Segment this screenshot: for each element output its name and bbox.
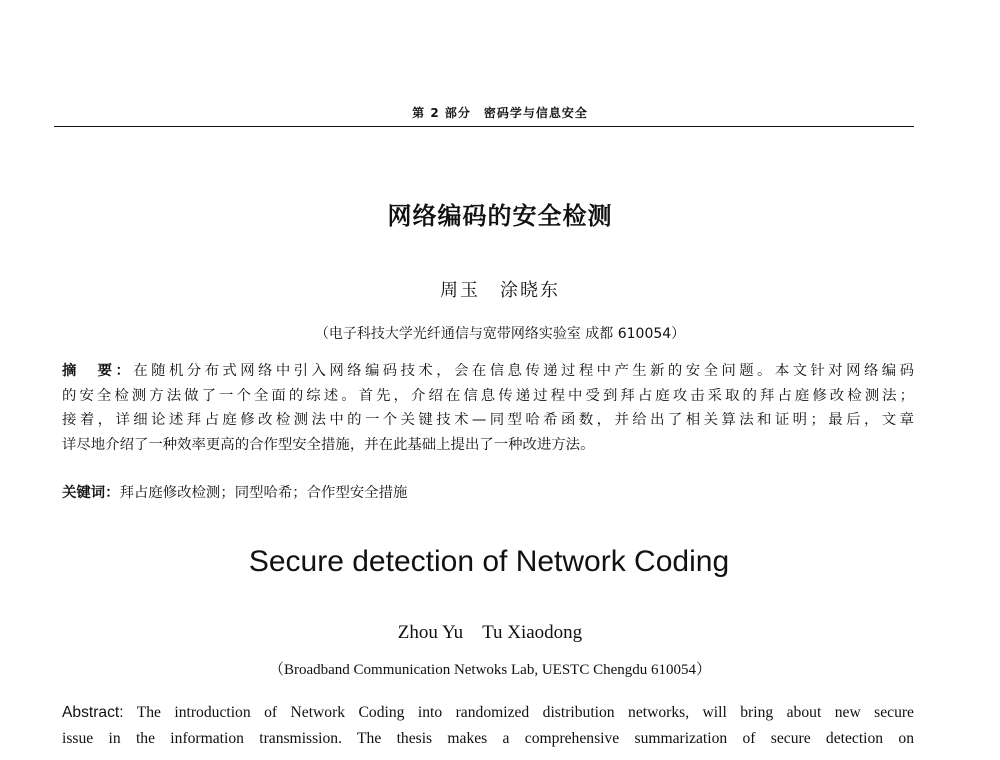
abstract-english <box>62 700 914 752</box>
abstract-chinese <box>62 359 914 457</box>
authors-english: Zhou Yu Tu Xiaodong <box>397 622 583 643</box>
header-rule <box>54 126 914 127</box>
paper-title-english: Secure detection of Network Coding <box>248 545 730 578</box>
abstract-english-line: issue in the information transmission. The thesis makes a comprehensive summarization of secure detection on <box>62 730 914 747</box>
running-head: 第 2 部分 密码学与信息安全 <box>412 106 588 120</box>
abstract-chinese-line <box>62 359 914 384</box>
abstract-english-line <box>62 700 914 726</box>
affiliation-chinese: （电子科技大学光纤通信与宽带网络实验室 成都 610054） <box>314 326 686 342</box>
keywords-chinese <box>62 481 914 502</box>
paper-title-chinese: 网络编码的安全检测 <box>387 202 613 230</box>
abstract-english-text: The introduction of Network Coding into randomized distribution networks, will bring about new secure <box>136 704 914 721</box>
abstract-chinese-text: 在随机分布式网络中引入网络编码技术，会在信息传递过程中产生新的安全问题。本文针对网络编码 <box>133 363 914 379</box>
keywords-chinese-label: 关键词： <box>62 485 120 501</box>
abstract-english-label: Abstract: <box>62 704 124 721</box>
authors-chinese: 周玉 涂晓东 <box>440 280 560 301</box>
keywords-chinese-text: 拜占庭修改检测；同型哈希；合作型安全措施 <box>119 485 408 501</box>
abstract-chinese-label: 摘 要： <box>62 363 134 379</box>
abstract-chinese-line: 的安全检测方法做了一个全面的综述。首先，介绍在信息传递过程中受到拜占庭攻击采取的拜占庭修改检测法； <box>62 387 914 404</box>
abstract-chinese-line: 接着，详细论述拜占庭修改检测法中的一个关键技术—同型哈希函数，并给出了相关算法和证明；最后，文章 <box>62 412 914 428</box>
affiliation-english: （Broadband Communication Netwoks Lab, UESTC Chengdu 610054） <box>268 662 712 678</box>
abstract-chinese-line: 详尽地介绍了一种效率更高的合作型安全措施，并在此基础上提出了一种改进方法。 <box>62 436 595 453</box>
